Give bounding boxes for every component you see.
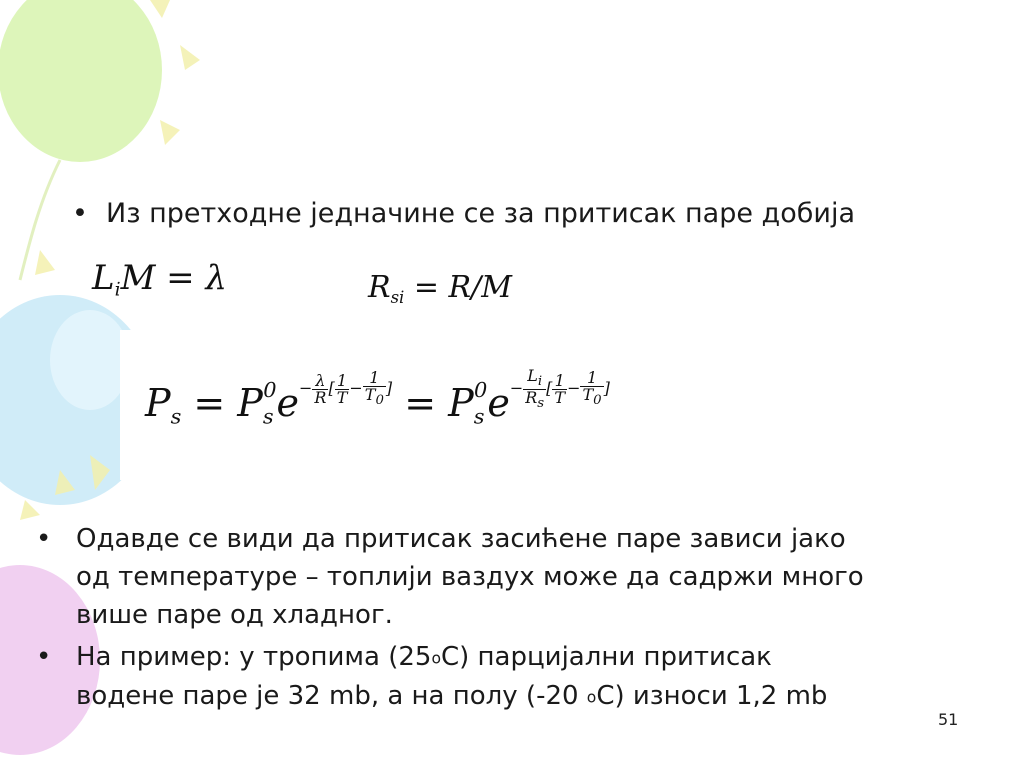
formula-gas-constant: $R_{si} = R/M$ [368,270,512,307]
intro-bullet [72,196,855,232]
list-item [30,638,1010,717]
bullet-dot: • [36,524,52,554]
bullet-line: више паре од хладног. [76,600,393,630]
bullet-line: Одавде се види да притисак засићене паре зависи јако [76,524,846,554]
intro-bullet-text: Из претходне једначине се за притисак паре добија [106,198,855,229]
text-part: C) парцијални притисак [440,642,772,672]
text-part: C) износи 1,2 mb [596,681,828,712]
formula-vapor-pressure: $P_s = P_s^0e-$ $\frac{\lambda}{R}$ [ $\frac{1}{T}$ − $\frac{1}{T_0}$ ] = $P_s^0e-$ $\frac{L_i}{R_s}$ [ $\frac{1}{T}$ − $\frac{1}{T_0}$ ] [145,366,610,428]
degree-o: o [431,649,441,668]
green-balloon [0,0,162,162]
degree-o: o [586,688,597,707]
bullet-dot: • [36,642,52,672]
text-part: На пример: у тропима (25 [76,642,432,672]
page-number: 51 [938,710,959,729]
bullet-line: од температуре – топлији ваздух може да садржи много [76,562,864,592]
bullet-list [30,520,1010,721]
bullet-dot: • [72,198,88,229]
formula-latent-heat: $L_iM = \lambda$ [92,258,228,301]
bullet-line [76,677,1010,716]
list-item [30,520,1010,634]
text-part: водене паре је 32 mb, а на полу (-20 [76,681,587,712]
bullet-line [76,638,1010,677]
